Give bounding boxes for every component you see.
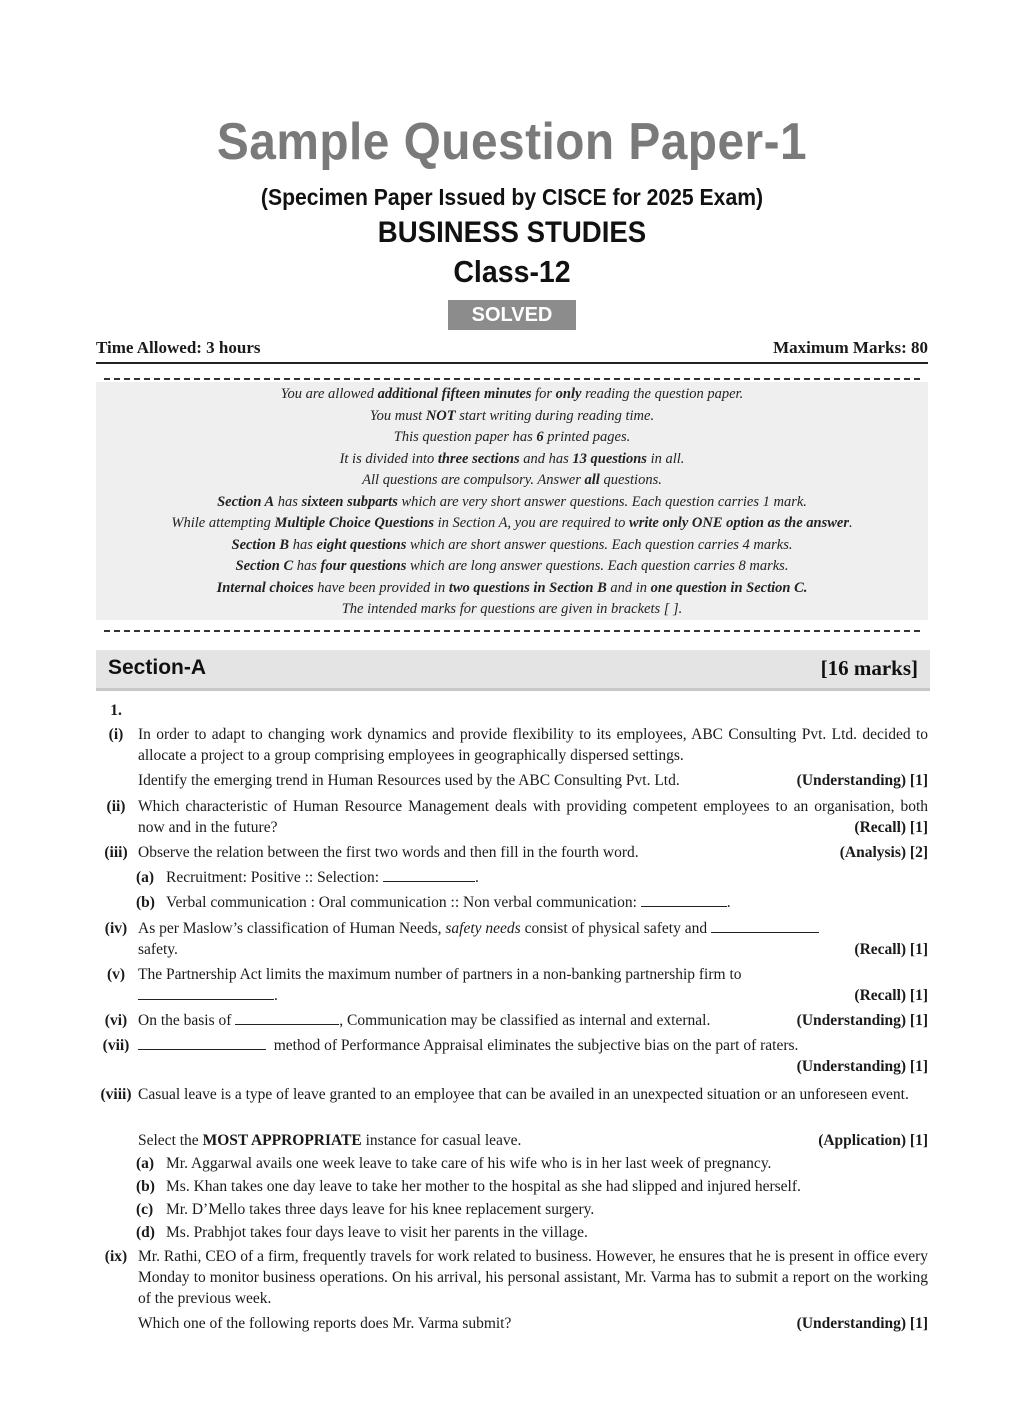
instruction-line: Section A has sixteen subparts which are very short answer questions. Each question carries 1 mark.	[217, 493, 807, 510]
question-tag: (Understanding) [1]	[796, 1315, 928, 1332]
answer-blank	[383, 867, 475, 882]
question-tag: (Recall) [1]	[854, 941, 928, 958]
question-text: Observe the relation between the first two words and then fill in the fourth word.	[138, 844, 639, 861]
question-text: Which one of the following reports does Mr. Varma submit?	[138, 1315, 512, 1332]
question-text: Mr. Rathi, CEO of a firm, frequently travels for work related to business. However, he ensures that he is present in office every Monday to monitor business operations. On his arrival, his personal assistant, Mr. Varma has to submit a report on the working of the previous week.	[138, 1248, 928, 1307]
question-label: (iv)	[104, 920, 128, 937]
section-name: Section-A	[108, 656, 207, 679]
instruction-line: Internal choices have been provided in two questions in Section B and in one question in Section C.	[216, 579, 808, 596]
instruction-line: Section C has four questions which are long answer questions. Each question carries 8 marks.	[235, 558, 789, 574]
paper-title: Sample Question Paper-1	[216, 113, 808, 171]
time-allowed: Time Allowed: 3 hours	[96, 338, 261, 357]
question-label: (viii)	[100, 1086, 132, 1103]
question-text: In order to adapt to changing work dynamics and provide flexibility to its employees, ABC Consulting Pvt. Ltd. decided to allocate a project to a group comprising employees in geographically dispersed settings.	[138, 726, 928, 764]
option-viii-c: (c) Mr. D’Mello takes three days leave for his knee replacement surgery.	[136, 1201, 595, 1218]
instruction-line: While attempting Multiple Choice Questions in Section A, you are required to write only ONE option as the answer.	[171, 515, 853, 531]
question-label: (vi)	[104, 1012, 128, 1029]
question-tag: (Application) [1]	[818, 1132, 928, 1149]
question-tag: (Recall) [1]	[854, 987, 928, 1004]
answer-blank	[138, 985, 274, 1000]
question-tag: (Understanding) [1]	[796, 772, 928, 789]
question-i	[96, 724, 928, 766]
maximum-marks: Maximum Marks: 80	[773, 338, 928, 357]
option-viii-d: (d) Ms. Prabhjot takes four days leave to visit her parents in the village.	[136, 1224, 588, 1241]
subject-heading: BUSINESS STUDIES	[377, 216, 647, 249]
option-iii-a: (a) Recruitment: Positive :: Selection: .	[136, 869, 479, 886]
answer-blank	[641, 892, 727, 907]
question-iv: (iv) As per Maslow’s classification of Human Needs, safety needs consist of physical safety and safety. (Recall) [1]	[96, 918, 928, 960]
question-vii: (vii) method of Performance Appraisal eliminates the subjective bias on the part of raters. (Understanding) [1]	[96, 1035, 928, 1077]
answer-blank	[235, 1010, 339, 1025]
question-label: (ii)	[106, 798, 126, 815]
dashed-divider-top	[104, 378, 920, 380]
question-ix-prompt	[96, 1313, 928, 1334]
question-label: (ix)	[104, 1248, 128, 1265]
question-ii	[96, 796, 928, 838]
question-tag: (Analysis) [2]	[839, 844, 928, 861]
question-tag: (Understanding) [1]	[796, 1012, 928, 1029]
instruction-line: The intended marks for questions are given in brackets [ ].	[341, 601, 683, 617]
option-iii-b: (b) Verbal communication : Oral communication :: Non verbal communication: .	[136, 894, 731, 911]
question-label: (i)	[108, 726, 124, 743]
question-text: Which characteristic of Human Resource Management deals with providing competent employees to an organisation, both now and in the future?	[138, 798, 928, 836]
option-viii-b: (b) Ms. Khan takes one day leave to take her mother to the hospital as she had slipped and injured herself.	[136, 1178, 801, 1195]
question-viii	[96, 1084, 928, 1105]
answer-blank	[138, 1035, 266, 1050]
question-ix	[96, 1246, 928, 1309]
section-marks: [16 marks]	[820, 656, 918, 680]
dashed-divider-bottom	[104, 630, 920, 632]
header-rule	[96, 362, 928, 364]
instr-emph: additional fifteen minutes	[377, 386, 532, 402]
instruction-line: All questions are compulsory. Answer all questions.	[362, 472, 662, 488]
option-viii-a: (a) Mr. Aggarwal avails one week leave to take care of his wife who is in her last week of pregnancy.	[136, 1155, 772, 1172]
question-label: (vii)	[102, 1037, 130, 1054]
solved-badge: SOLVED	[448, 300, 576, 330]
instruction-line: You must NOT start writing during reading time.	[369, 407, 655, 424]
question-i-prompt	[96, 770, 928, 791]
instruction-line: It is divided into three sections and has 13 questions in all.	[339, 450, 685, 467]
question-vi: (vi) (Understanding) [1] On the basis of , Communication may be classified as internal and external.	[96, 1010, 928, 1031]
question-v: (v) The Partnership Act limits the maximum number of partners in a non-banking partnership firm to . (Recall) [1]	[96, 964, 928, 1006]
class-heading: Class-12	[453, 254, 571, 289]
instruction-line: You are allowed additional fifteen minutes for only reading the question paper.	[280, 386, 744, 402]
paper-subtitle: (Specimen Paper Issued by CISCE for 2025 Exam)	[260, 184, 764, 210]
question-label: (v)	[106, 966, 126, 983]
answer-blank	[711, 918, 819, 933]
question-text: Casual leave is a type of leave granted to an employee that can be availed in an unexpected situation or an unforeseen event.	[138, 1086, 909, 1103]
question-iii	[96, 842, 928, 863]
section-a-header	[96, 650, 930, 691]
emphasis-text: MOST APPROPRIATE	[202, 1132, 362, 1149]
question-label: (iii)	[104, 844, 128, 861]
instructions-box	[96, 382, 928, 620]
instruction-line: This question paper has 6 printed pages.	[393, 429, 631, 445]
emphasis-text: safety needs	[445, 920, 521, 937]
question-tag: (Recall) [1]	[854, 819, 928, 836]
question-text: Identify the emerging trend in Human Resources used by the ABC Consulting Pvt. Ltd.	[138, 772, 680, 789]
question-tag: (Understanding) [1]	[796, 1058, 928, 1075]
instruction-line: Section B has eight questions which are short answer questions. Each question carries 4 marks.	[231, 536, 793, 553]
question-viii-prompt: (Application) [1] Select the MOST APPROPRIATE instance for casual leave.	[138, 1132, 928, 1149]
